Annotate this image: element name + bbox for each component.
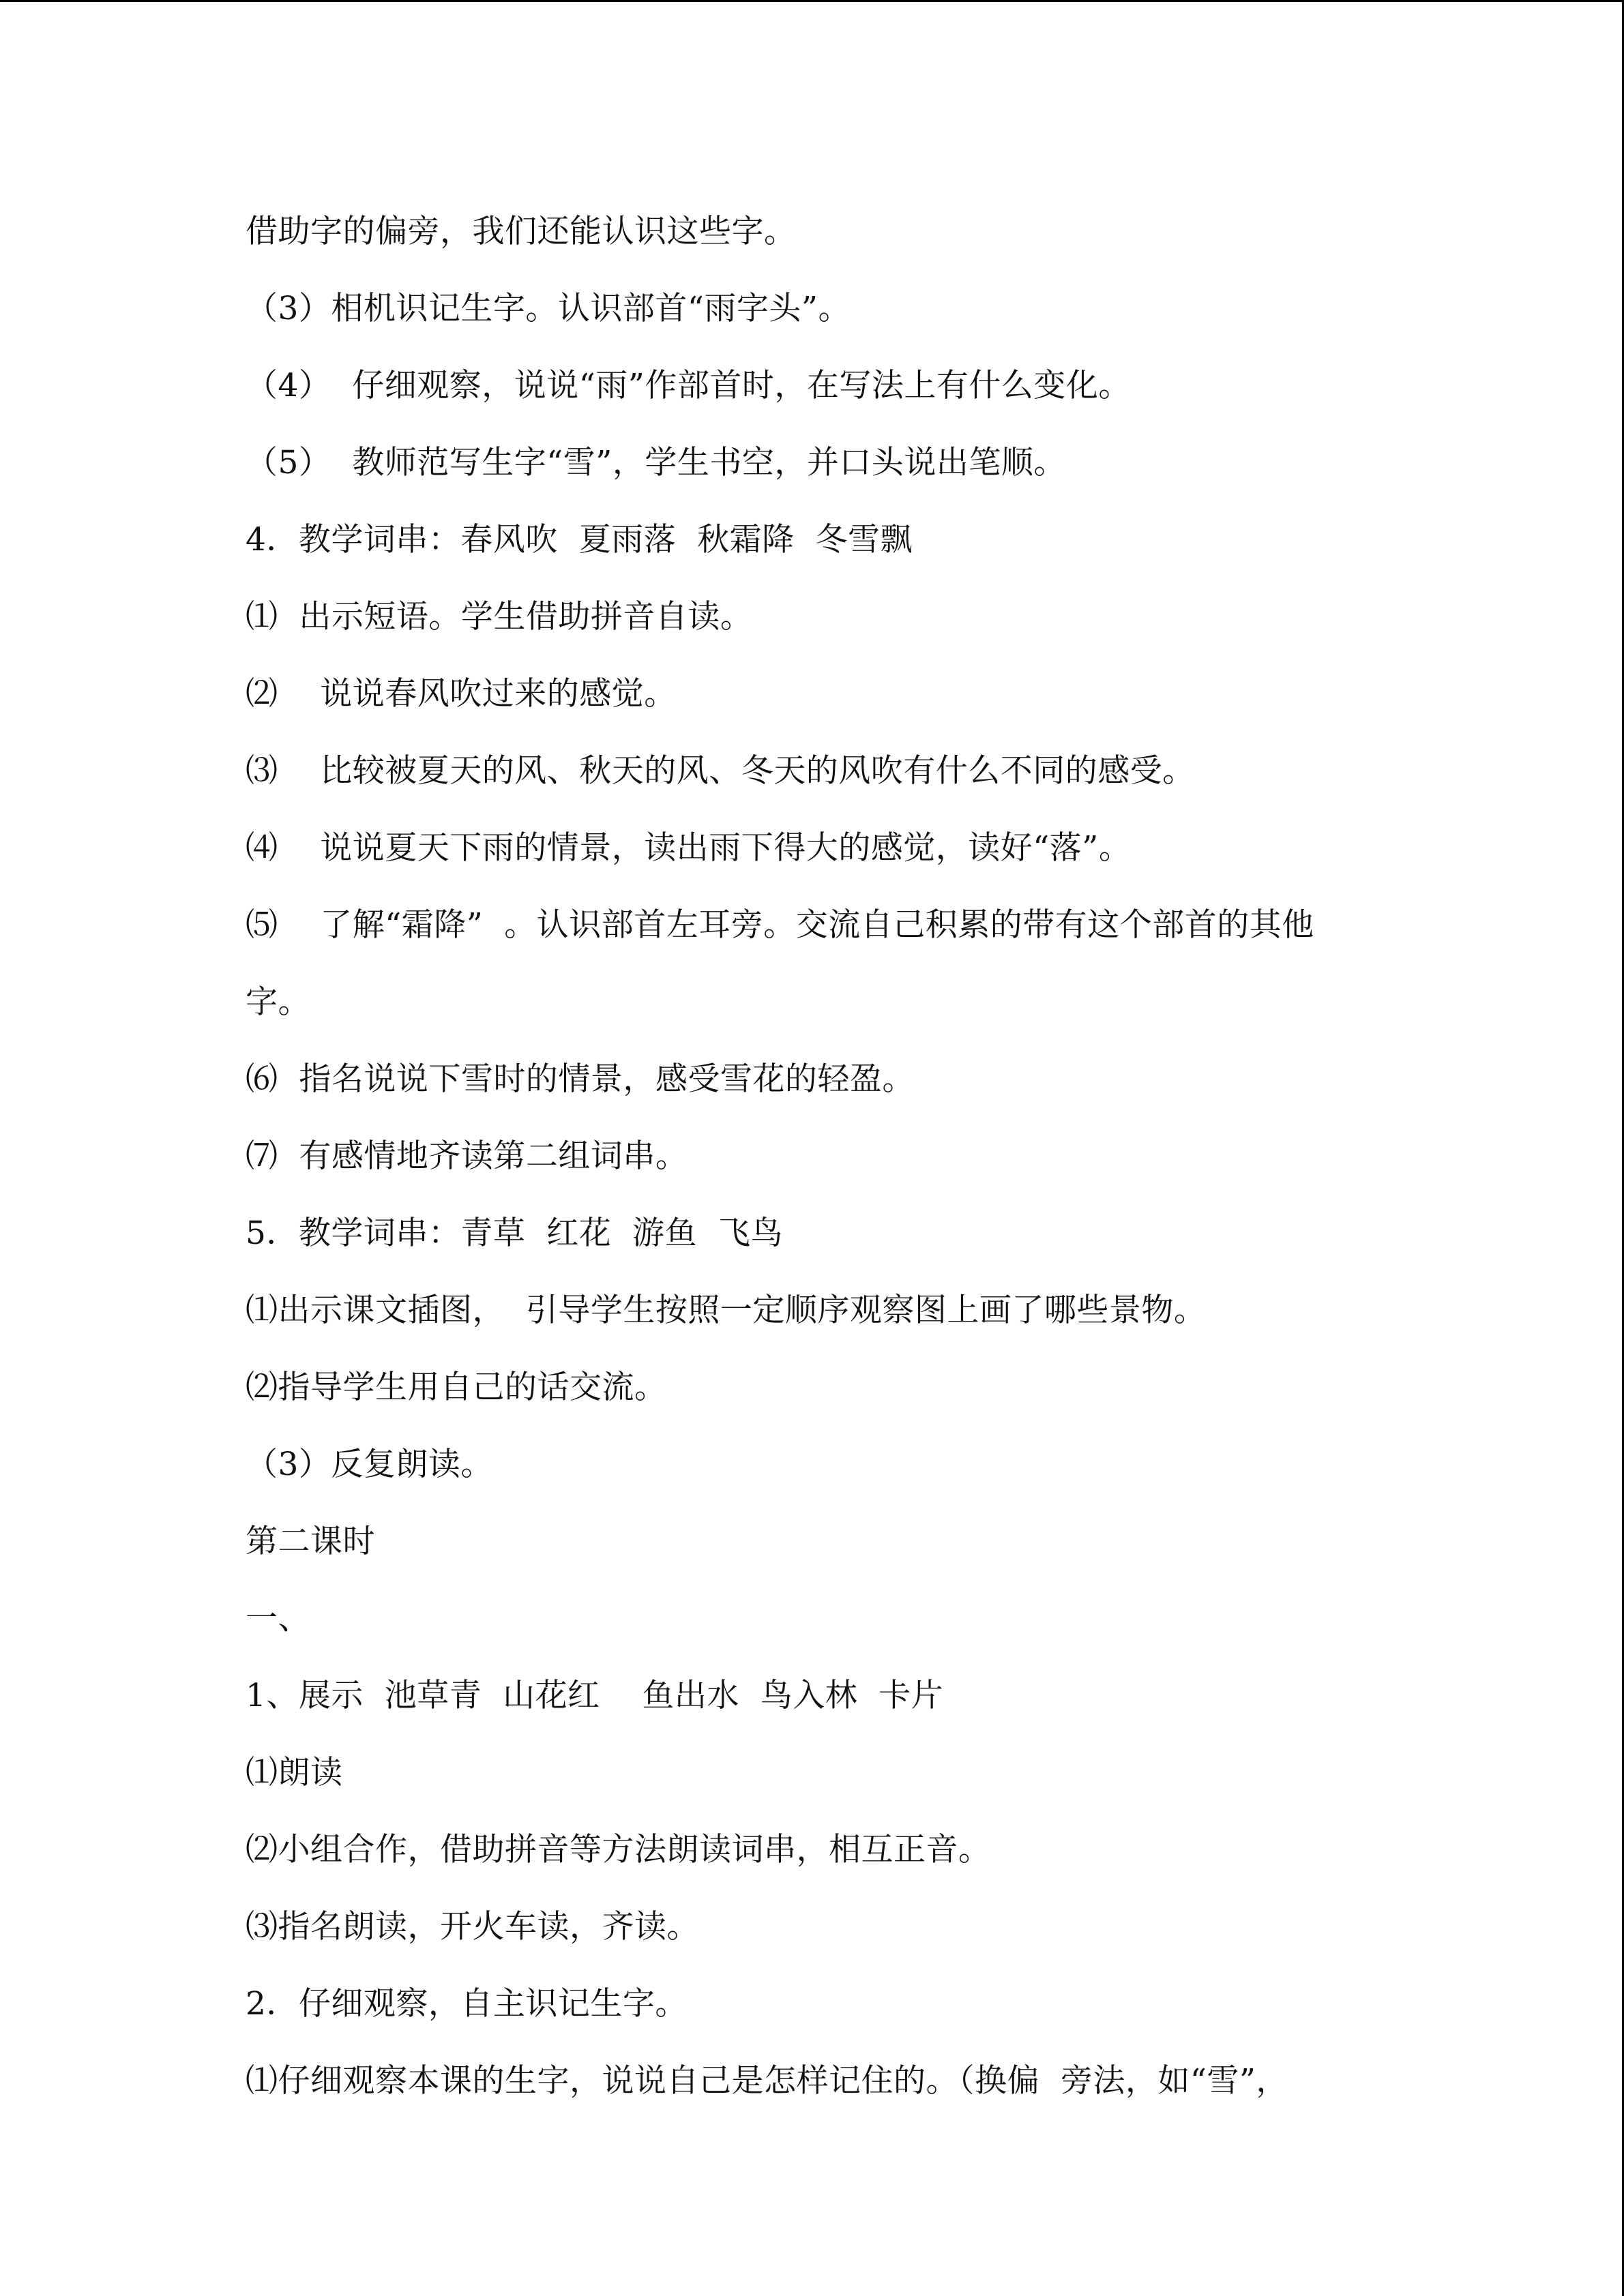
text-line: ⑶ 比较被夏天的风、秋天的风、冬天的风吹有什么不同的感受。 bbox=[246, 752, 1195, 790]
text-line: ⑺ 有感情地齐读第二组词串。 bbox=[246, 1137, 688, 1175]
text-line: ⑴仔细观察本课的生字，说说自己是怎样记住的。（换偏 旁法，如“雪”， bbox=[246, 2062, 1288, 2100]
section-heading: 第二课时 bbox=[246, 1523, 375, 1560]
text-line: 借助字的偏旁，我们还能认识这些字。 bbox=[246, 213, 797, 250]
text-line: 5．教学词串：青草 红花 游鱼 飞鸟 bbox=[246, 1214, 784, 1252]
text-line: ⑵小组合作，借助拼音等方法朗读词串，相互正音。 bbox=[246, 1831, 991, 1868]
text-line: （3）相机识记生字。认识部首“雨字头”。 bbox=[246, 290, 851, 327]
text-line: ⑵指导学生用自己的话交流。 bbox=[246, 1369, 667, 1406]
text-line: ⑶指名朗读，开火车读，齐读。 bbox=[246, 1908, 699, 1945]
text-line: 2．仔细观察，自主识记生字。 bbox=[246, 1985, 688, 2023]
text-line: ⑵ 说说春风吹过来的感觉。 bbox=[246, 675, 677, 713]
text-line: ⑹ 指名说说下雪时的情景，感受雪花的轻盈。 bbox=[246, 1060, 915, 1098]
text-line: ⑸ 了解“霜降” 。认识部首左耳旁。交流自己积累的带有这个部首的其他 bbox=[246, 906, 1314, 944]
text-line: 一、 bbox=[246, 1600, 310, 1637]
text-line: 字。 bbox=[246, 983, 310, 1021]
text-line: （5） 教师范写生字“雪”，学生书空，并口头说出笔顺。 bbox=[246, 444, 1066, 481]
text-line: ⑴ 出示短语。学生借助拼音自读。 bbox=[246, 598, 753, 636]
text-line: ⑴出示课文插图， 引导学生按照一定顺序观察图上画了哪些景物。 bbox=[246, 1292, 1207, 1329]
text-line: ⑴朗读 bbox=[246, 1754, 343, 1791]
text-line: （4） 仔细观察，说说“雨”作部首时，在写法上有什么变化。 bbox=[246, 367, 1131, 404]
text-line: （3）反复朗读。 bbox=[246, 1446, 493, 1483]
text-line: ⑷ 说说夏天下雨的情景，读出雨下得大的感觉，读好“落”。 bbox=[246, 829, 1132, 867]
text-line: 4．教学词串：春风吹 夏雨落 秋霜降 冬雪飘 bbox=[246, 521, 913, 558]
text-line: 1、展示 池草青 山花红 鱼出水 鸟入林 卡片 bbox=[246, 1677, 944, 1714]
